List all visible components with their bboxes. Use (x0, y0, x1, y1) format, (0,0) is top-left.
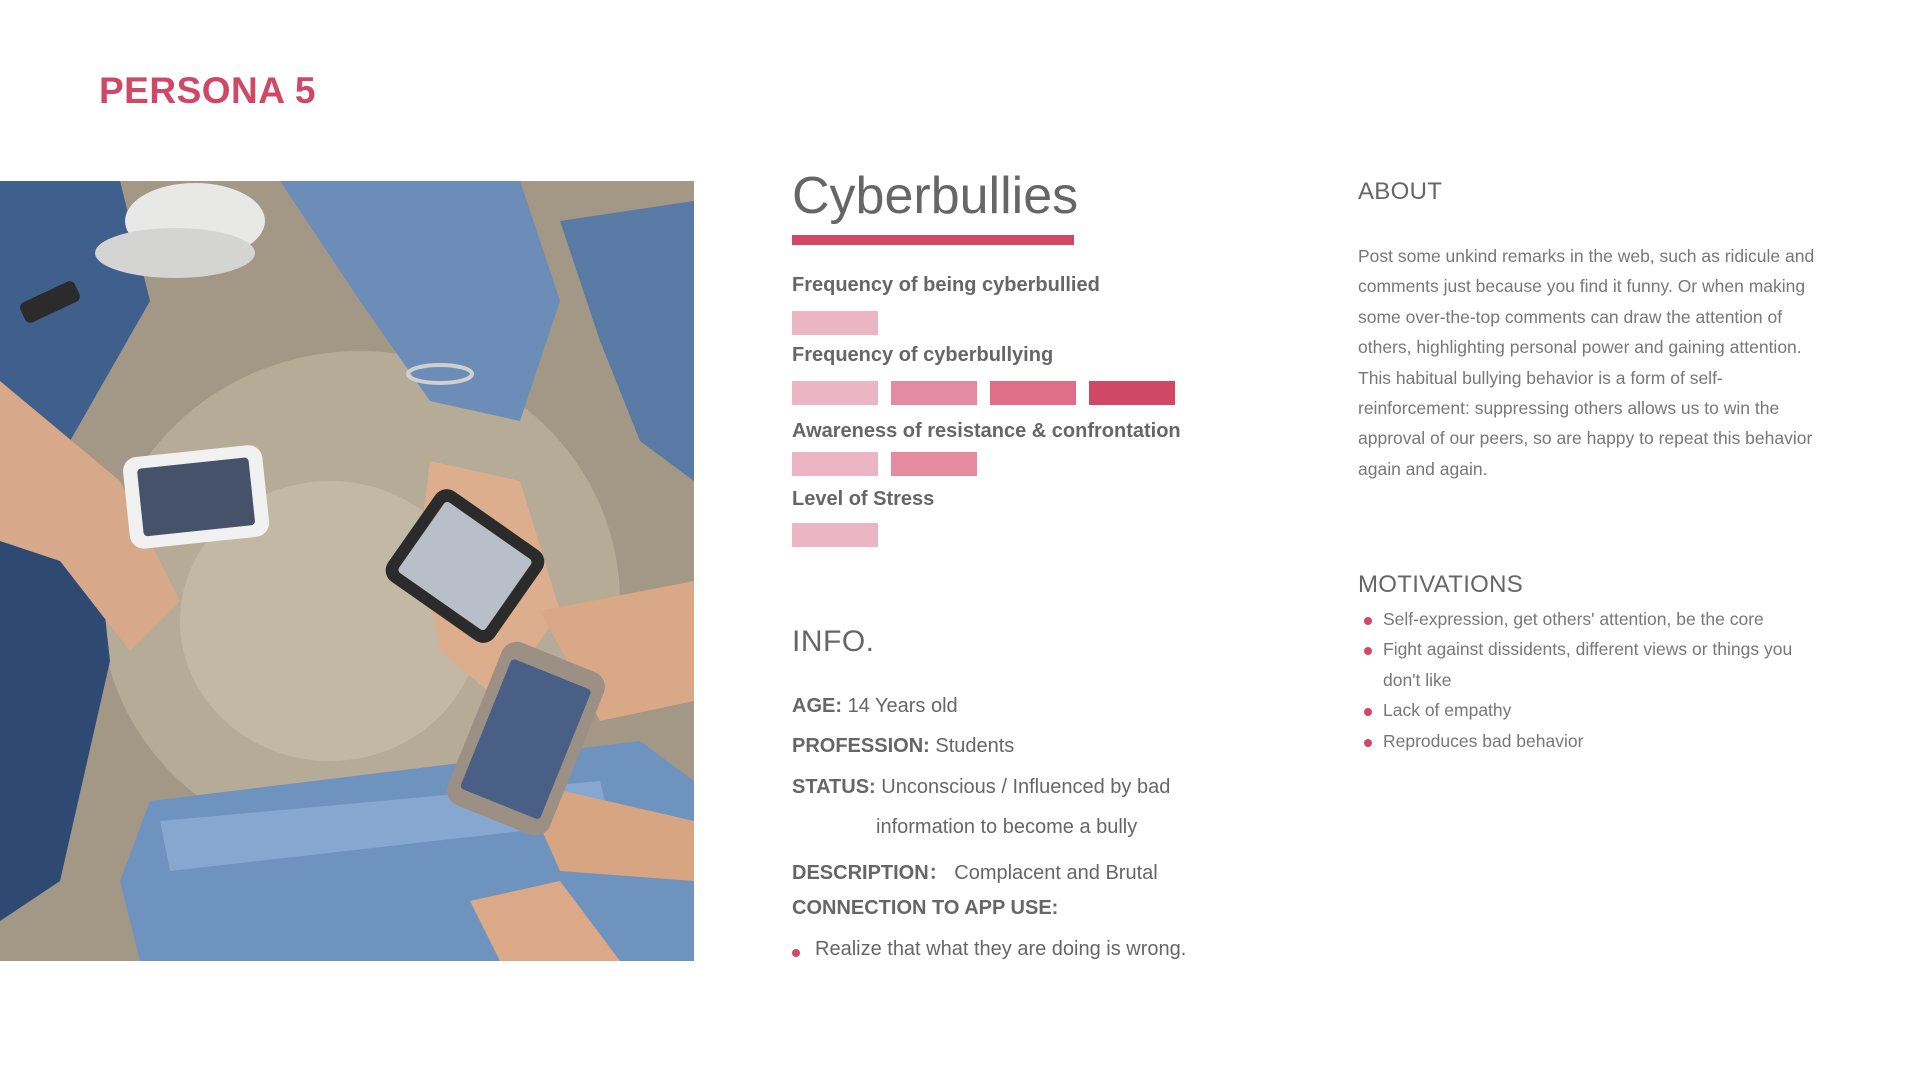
motivation-text: Reproduces bad behavior (1383, 730, 1584, 751)
bullet-dot-icon (1364, 739, 1372, 747)
bullet-dot-icon (792, 949, 800, 957)
motivation-item (1358, 634, 1818, 695)
motivation-item (1358, 695, 1818, 725)
info-connection-text: Realize that what they are doing is wrong. (815, 938, 1187, 960)
metric-label-frequency-bullied: Frequency of being cyberbullied (792, 274, 1100, 296)
info-age (792, 695, 958, 718)
motivation-item (1358, 726, 1818, 756)
metric-bar-segment (891, 381, 977, 405)
info-description-key: DESCRIPTION： (792, 862, 949, 884)
info-description-value: Complacent and Brutal (954, 862, 1158, 884)
persona-name: Cyberbullies (792, 167, 1079, 225)
info-status-value: Unconscious / Influenced by bad (881, 776, 1171, 798)
bullet-dot-icon (1364, 617, 1372, 625)
bullet-dot-icon (1364, 647, 1372, 655)
name-underline (792, 235, 1074, 245)
motivation-text: Self-expression, get others' attention, be the core (1383, 609, 1764, 629)
metric-bar-segment (891, 452, 977, 476)
metric-label-stress: Level of Stress (792, 488, 935, 510)
metric-bar-segment (792, 381, 878, 405)
motivation-item (1358, 604, 1818, 634)
info-status-value-cont: information to become a bully (876, 816, 1138, 838)
persona-photo (0, 181, 694, 961)
info-status (792, 776, 1170, 799)
info-profession (792, 735, 1014, 758)
info-profession-value: Students (935, 735, 1015, 757)
about-heading: ABOUT (1358, 178, 1443, 205)
metric-bar-segment (1089, 381, 1175, 405)
metric-label-frequency-bullying: Frequency of cyberbullying (792, 344, 1054, 366)
metric-bar-segment (792, 452, 878, 476)
info-age-value: 14 Years old (847, 695, 958, 717)
info-age-key: AGE: (792, 695, 842, 717)
motivations-heading: MOTIVATIONS (1358, 571, 1524, 598)
info-connection-key: CONNECTION TO APP USE: (792, 897, 1059, 919)
info-connection-bullet (792, 938, 1186, 961)
metric-bar-segment (792, 311, 878, 335)
metric-label-awareness: Awareness of resistance & confrontation (792, 420, 1181, 442)
metric-bar-segment (792, 523, 878, 547)
teens-with-smartphones-photo (0, 181, 694, 961)
motivation-text: Fight against dissidents, different views or things you don't like (1383, 639, 1793, 690)
info-status-key: STATUS: (792, 776, 876, 798)
metric-bar-segment (990, 381, 1076, 405)
info-heading: INFO. (792, 625, 875, 658)
persona-number-heading: PERSONA 5 (99, 70, 316, 111)
motivations-list (1358, 604, 1818, 756)
about-text: Post some unkind remarks in the web, such as ridicule and comments just because you find it funny. Or when making some over-the-top comments can draw the attention of others, highlighting personal power and gaining attention. This habitual bullying behavior is a form of self-reinforcement: suppressing others allows us to win the approval of our peers, so are happy to repeat this behavior again and again. (1358, 246, 1815, 479)
info-profession-key: PROFESSION: (792, 735, 930, 757)
bullet-dot-icon (1364, 708, 1372, 716)
motivation-text: Lack of empathy (1383, 700, 1512, 721)
info-description (792, 856, 1158, 885)
info-connection (792, 897, 1058, 920)
